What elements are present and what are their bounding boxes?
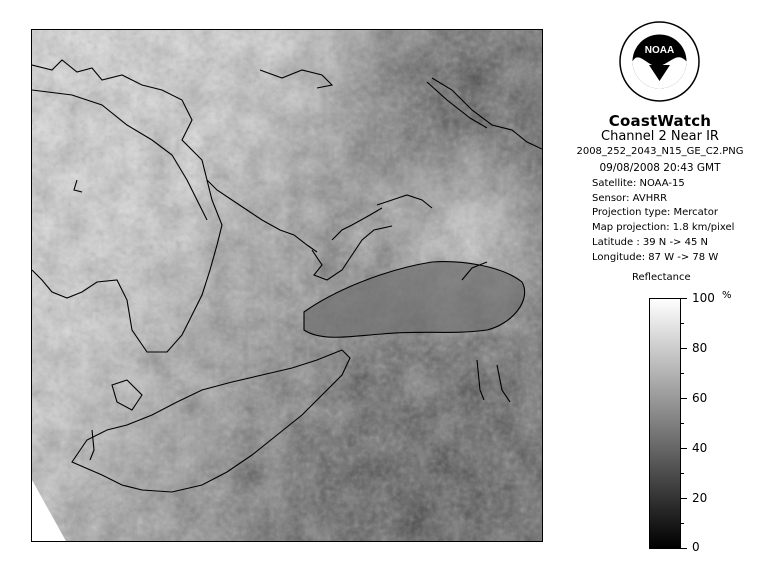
satellite-map-svg [32, 30, 543, 542]
map-projection-label: Map projection: 1.8 km/pixel [592, 222, 735, 233]
colorbar-label-20: 20 [692, 491, 708, 505]
acquisition-datetime: 09/08/2008 20:43 GMT [599, 162, 721, 174]
channel-subtitle: Channel 2 Near IR [601, 129, 719, 144]
colorbar-tick [681, 498, 687, 499]
colorbar-minor-tick [681, 323, 684, 324]
satellite-image [31, 29, 543, 542]
colorbar-label-60: 60 [692, 391, 708, 405]
longitude-label: Longitude: 87 W -> 78 W [592, 252, 719, 263]
colorbar-label-40: 40 [692, 441, 708, 455]
colorbar-unit: % [722, 290, 732, 301]
colorbar-label-0: 0 [692, 540, 700, 554]
colorbar-tick [681, 448, 687, 449]
colorbar-tick [681, 298, 687, 299]
colorbar-minor-tick [681, 473, 684, 474]
colorbar-label-80: 80 [692, 341, 708, 355]
satellite-label: Satellite: NOAA-15 [592, 178, 685, 189]
colorbar-label-100: 100 [692, 291, 715, 305]
colorbar-tick [681, 348, 687, 349]
noaa-seal-text: NOAA [644, 45, 675, 56]
colorbar-minor-tick [681, 423, 684, 424]
sensor-label: Sensor: AVHRR [592, 193, 668, 204]
image-filename: 2008_252_2043_N15_GE_C2.PNG [576, 146, 744, 157]
colorbar-tick [681, 398, 687, 399]
noaa-seal-icon [619, 21, 700, 102]
colorbar-minor-tick [681, 523, 684, 524]
colorbar-minor-tick [681, 373, 684, 374]
noaa-logo [619, 21, 700, 102]
colorbar-title: Reflectance [632, 272, 691, 283]
colorbar-tick [681, 548, 687, 549]
reflectance-colorbar [649, 298, 681, 549]
projection-type-label: Projection type: Mercator [592, 207, 718, 218]
latitude-label: Latitude : 39 N -> 45 N [592, 237, 708, 248]
app-title: CoastWatch [608, 112, 712, 130]
